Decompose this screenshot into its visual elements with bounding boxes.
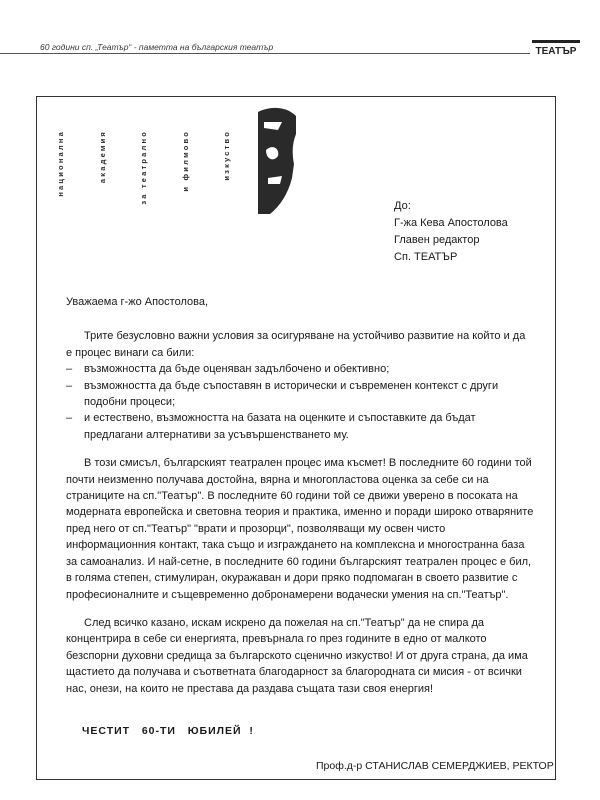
header-text: 60 години сп. „Театър“ - паметта на българския театър bbox=[40, 42, 274, 52]
list-item bbox=[66, 410, 534, 443]
list-item bbox=[66, 378, 534, 411]
mask-logo bbox=[252, 104, 298, 216]
academy-word-1: национална bbox=[56, 130, 65, 197]
addressee-line: До: bbox=[394, 200, 411, 212]
academy-word-3: за театрално bbox=[139, 130, 148, 205]
list-item-text: и естествено, възможността на базата на оценките и съпоставките да бъдат предлагани алтернативи за усъвършенстването му. bbox=[84, 412, 476, 441]
academy-word-2: академия bbox=[98, 130, 107, 184]
addressee-block bbox=[394, 198, 508, 266]
addressee-line: Г-жа Кева Апостолова bbox=[394, 217, 508, 229]
list-item-text: възможността да бъде съпоставян в исторически и съвременен контекст с други подобни процеси; bbox=[84, 379, 499, 409]
addressee-line: Главен редактор bbox=[394, 234, 480, 246]
list-dash: – bbox=[66, 379, 73, 392]
paragraph-2: В този смисъл, българският театрален процес има късмет! В последните 60 години той почти неизменно получава достойна, вярна и многопластова оценка за себе си на страниците на сп."Театър". В последните 60 години той се движи уверено в посоката на модерната европейска и световна теория и практика, именно и поради широко отваряните пред него от сп."Театър" "врати и прозорци", позволяващи му освен чисто информационния контакт, така също и изграждането на комплексна и многостранна база за самоанализ. И най-сетне, в последните 60 години българският театрален процес е бил, в голяма степен, стимулиран, окуражаван и дори пряко подпомаган в своето развитие с професионалните и същевременно добронамерени водачески умения на сп."Театър". bbox=[66, 457, 534, 601]
list-dash: – bbox=[66, 412, 73, 425]
paragraph-3: След всичко казано, искам искрено да пожелая на сп."Театър" да не спира да концентрира в себе си енергията, превърнала го през годините в едно от малкото безспорни духовни средища за българското сценично изкуство! И от друга страна, да има щастието да получава и съответната благодарност за благородната си мисия - от всички нас, онези, на които не престава да раздава същата тази своя енергия! bbox=[66, 616, 528, 695]
theatre-logo-text: ТЕАТЪР bbox=[535, 46, 577, 56]
paragraph-1-intro: Трите безусловно важни условия за осигуряване на устойчиво развитие на който и да е процес винаги са били: bbox=[66, 330, 526, 359]
conditions-list bbox=[66, 361, 534, 443]
list-dash: – bbox=[66, 363, 73, 376]
list-item-text: възможността да бъде оценяван задълбочено и обективно; bbox=[84, 363, 390, 376]
signature: Проф.д-р СТАНИСЛАВ СЕМЕРДЖИЕВ, РЕКТОР bbox=[316, 760, 554, 772]
academy-word-4: и филмово bbox=[181, 130, 190, 192]
academy-word-5: изкуство bbox=[222, 130, 231, 181]
letter-greeting: Уважаема г-жо Апостолова, bbox=[66, 296, 209, 308]
list-item bbox=[66, 361, 534, 377]
theatre-logo bbox=[532, 40, 580, 56]
header-rule bbox=[0, 53, 530, 54]
letter-body bbox=[66, 294, 534, 697]
jubilee-closing: ЧЕСТИТ 60-ТИ ЮБИЛЕЙ ! bbox=[82, 725, 254, 737]
addressee-line: Сп. ТЕАТЪР bbox=[394, 251, 458, 263]
